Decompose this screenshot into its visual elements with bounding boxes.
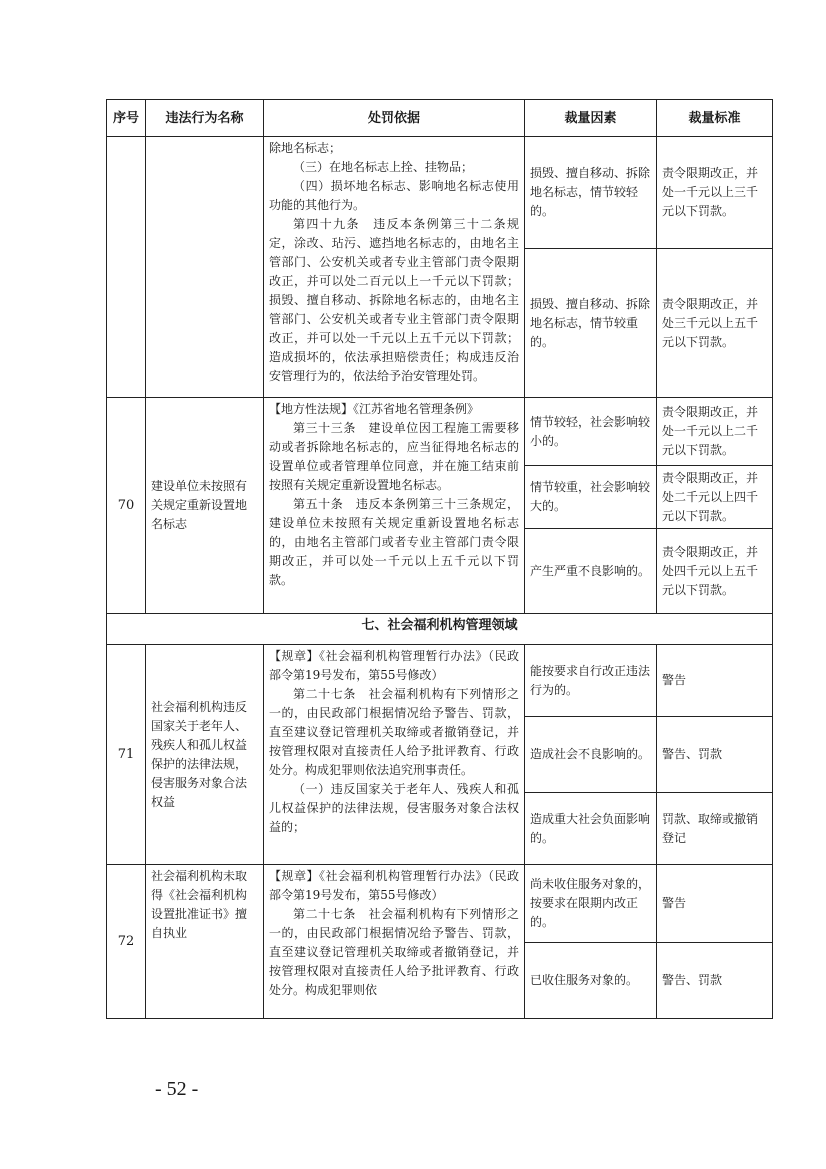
penalty-table xyxy=(106,99,773,1019)
row72-no: 72 xyxy=(107,865,146,1019)
standard-cell: 责令限期改正，并处一千元以上二千元以下罚款。 xyxy=(657,398,773,466)
page-number: - 52 - xyxy=(155,1078,199,1100)
basis-paragraph: 【规章】《社会福利机构管理暂行办法》（民政部令第19号发布，第55号修改） xyxy=(269,649,519,682)
factor-cell: 造成重大社会负面影响的。 xyxy=(525,793,657,865)
basis-paragraph: 第五十条 违反本条例第三十三条规定，建设单位未按照有关规定重新设置地名标志的，由地名主管部门或者专业主管部门责令限期改正，并可以处一千元以上五千元以下罚款。 xyxy=(269,497,519,587)
row70-name: 建设单位未按照有关规定重新设置地名标志 xyxy=(146,398,264,614)
row70-basis xyxy=(264,398,525,614)
header-factor: 裁量因素 xyxy=(525,100,657,137)
basis-paragraph: 除地名标志； xyxy=(269,141,342,155)
table-row xyxy=(107,865,773,943)
factor-cell: 情节较轻，社会影响较小的。 xyxy=(525,398,657,466)
basis-paragraph: 【规章】《社会福利机构管理暂行办法》（民政部令第19号发布，第55号修改） xyxy=(269,869,519,902)
factor-cell: 情节较重，社会影响较大的。 xyxy=(525,466,657,529)
section-title: 七、社会福利机构管理领域 xyxy=(107,614,773,645)
factor-cell: 损毁、擅自移动、拆除地名标志，情节较重的。 xyxy=(525,249,657,398)
row69-no xyxy=(107,137,146,398)
table-row xyxy=(107,645,773,717)
basis-paragraph: （四）损坏地名标志、影响地名标志使用功能的其他行为。 xyxy=(269,179,519,212)
row71-basis xyxy=(264,645,525,865)
standard-cell: 责令限期改正，并处一千元以上三千元以下罚款。 xyxy=(657,137,773,249)
row71-name: 社会福利机构违反国家关于老年人、残疾人和孤儿权益保护的法律法规，侵害服务对象合法权益 xyxy=(146,645,264,865)
standard-cell: 警告、罚款 xyxy=(657,943,773,1019)
header-standard: 裁量标准 xyxy=(657,100,773,137)
basis-paragraph: （三）在地名标志上拴、挂物品； xyxy=(293,160,474,174)
basis-paragraph: 第二十七条 社会福利机构有下列情形之一的，由民政部门根据情况给予警告、罚款，直至建议登记管理机关取缔或者撤销登记，并按管理权限对直接责任人给予批评教育、行政处分。构成犯罪则依法追究刑事责任。 xyxy=(269,687,519,777)
row72-basis xyxy=(264,865,525,1019)
basis-paragraph: 第二十七条 社会福利机构有下列情形之一的，由民政部门根据情况给予警告、罚款，直至建议登记管理机关取缔或者撤销登记，并按管理权限对直接责任人给予批评教育、行政处分。构成犯罪则依 xyxy=(269,907,519,997)
row70-no: 70 xyxy=(107,398,146,614)
factor-cell: 能按要求自行改正违法行为的。 xyxy=(525,645,657,717)
basis-paragraph: 【地方性法规】《江苏省地名管理条例》 xyxy=(269,402,480,416)
factor-cell: 产生严重不良影响的。 xyxy=(525,529,657,614)
row69-name xyxy=(146,137,264,398)
header-name: 违法行为名称 xyxy=(146,100,264,137)
header-no: 序号 xyxy=(107,100,146,137)
standard-cell: 责令限期改正，并处三千元以上五千元以下罚款。 xyxy=(657,249,773,398)
standard-cell: 罚款、取缔或撤销登记 xyxy=(657,793,773,865)
standard-cell: 警告、罚款 xyxy=(657,717,773,793)
table-row xyxy=(107,398,773,466)
basis-paragraph: 第三十三条 建设单位因工程施工需要移动或者拆除地名标志的，应当征得地名标志的设置单位或者管理单位同意，并在施工结束前按照有关规定重新设置地名标志。 xyxy=(269,421,519,492)
standard-cell: 责令限期改正，并处二千元以上四千元以下罚款。 xyxy=(657,466,773,529)
basis-paragraph: （一）违反国家关于老年人、残疾人和孤儿权益保护的法律法规，侵害服务对象合法权益的； xyxy=(269,782,519,834)
factor-cell: 造成社会不良影响的。 xyxy=(525,717,657,793)
factor-cell: 尚未收住服务对象的，按要求在限期内改正的。 xyxy=(525,865,657,943)
header-basis: 处罚依据 xyxy=(264,100,525,137)
table-header-row xyxy=(107,100,773,137)
factor-cell: 已收住服务对象的。 xyxy=(525,943,657,1019)
standard-cell: 警告 xyxy=(657,865,773,943)
section-row xyxy=(107,614,773,645)
standard-cell: 责令限期改正，并处四千元以上五千元以下罚款。 xyxy=(657,529,773,614)
basis-paragraph: 第四十九条 违反本条例第三十二条规定，涂改、玷污、遮挡地名标志的，由地名主管部门、公安机关或者专业主管部门责令限期改正，并可以处二百元以上一千元以下罚款；损毁、擅自移动、拆除地名标志的，由地名主管部门、公安机关或者专业主管部门责令限期改正，并可以处一千元以上五千元以下罚款；造成损坏的，依法承担赔偿责任；构成违反治安管理行为的，依法给予治安管理处罚。 xyxy=(269,217,519,383)
row71-no: 71 xyxy=(107,645,146,865)
standard-cell: 警告 xyxy=(657,645,773,717)
row69-basis xyxy=(264,137,525,398)
factor-cell: 损毁、擅自移动、拆除地名标志，情节较轻的。 xyxy=(525,137,657,249)
row72-name: 社会福利机构未取得《社会福利机构设置批准证书》擅自执业 xyxy=(146,865,264,1019)
table-row xyxy=(107,137,773,249)
